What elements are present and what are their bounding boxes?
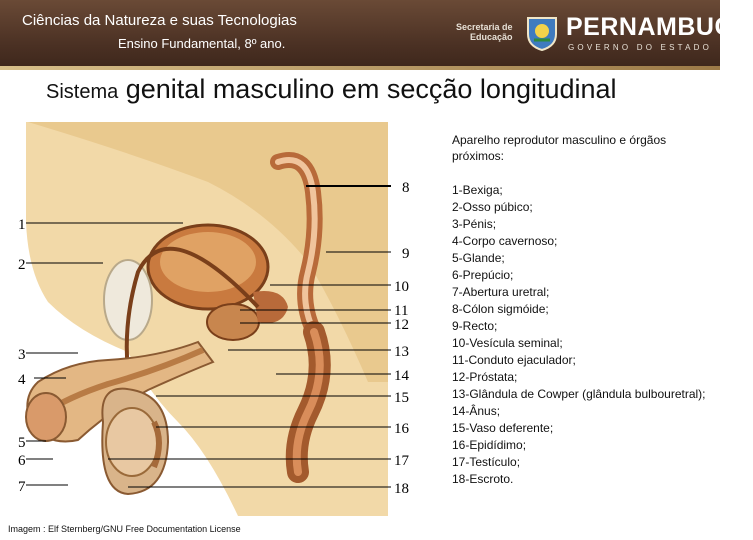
state-logo-text: PERNAMBUCO <box>566 13 753 41</box>
legend-item: 14-Ânus; <box>452 404 501 418</box>
grade-subtitle: Ensino Fundamental, 8º ano. <box>118 36 286 51</box>
label-10: 10 <box>394 279 409 295</box>
legend-item: 12-Próstata; <box>452 370 518 384</box>
legend-item: 4-Corpo cavernoso; <box>452 234 558 248</box>
course-title: Ciências da Natureza e suas Tecnologias <box>22 12 297 29</box>
legend-item: 9-Recto; <box>452 319 498 333</box>
label-13: 13 <box>394 344 409 360</box>
anatomy-illustration <box>8 122 420 516</box>
label-7: 7 <box>18 479 26 495</box>
slide-title <box>46 74 617 105</box>
legend-item: 5-Glande; <box>452 251 505 265</box>
legend-item: 17-Testículo; <box>452 455 521 469</box>
label-11: 11 <box>394 303 409 319</box>
label-14: 14 <box>394 368 409 384</box>
legend-item: 3-Pénis; <box>452 217 497 231</box>
label-15: 15 <box>394 390 409 406</box>
label-1: 1 <box>18 217 26 233</box>
slide-title-main: genital masculino em secção longitudinal <box>118 74 617 104</box>
legend-item: 2-Osso púbico; <box>452 200 533 214</box>
image-credit: Imagem : Elf Sternberg/GNU Free Documentation License <box>8 524 241 534</box>
label-4: 4 <box>18 372 26 388</box>
government-label: GOVERNO DO ESTADO <box>568 43 713 52</box>
legend-item: 10-Vesícula seminal; <box>452 336 563 350</box>
legend-item: 6-Prepúcio; <box>452 268 514 282</box>
legend-item: 8-Cólon sigmóide; <box>452 302 549 316</box>
label-9: 9 <box>402 246 410 262</box>
header-bar <box>0 0 753 66</box>
label-5: 5 <box>18 435 26 451</box>
secretaria-label <box>456 22 513 42</box>
legend-item: 1-Bexiga; <box>452 183 503 197</box>
header-gold-rule <box>0 66 720 70</box>
legend-item: 11-Conduto ejaculador; <box>452 353 576 367</box>
legend-item: 18-Escroto. <box>452 472 514 486</box>
legend-item: 13-Glândula de Cowper (glândula bulbouretral); <box>452 387 706 401</box>
label-17: 17 <box>394 453 409 469</box>
label-6: 6 <box>18 453 26 469</box>
label-2: 2 <box>18 257 26 273</box>
legend-item: 16-Epidídimo; <box>452 438 527 452</box>
legend-list <box>452 182 714 488</box>
label-8: 8 <box>402 180 410 196</box>
secretaria-line-1: Secretaria de <box>456 22 513 32</box>
label-18: 18 <box>394 481 409 497</box>
slide-title-prefix: Sistema <box>46 81 119 103</box>
state-seal-icon <box>524 14 560 52</box>
label-3: 3 <box>18 347 26 363</box>
legend-item: 7-Abertura uretral; <box>452 285 550 299</box>
label-12: 12 <box>394 317 409 333</box>
label-16: 16 <box>394 421 409 437</box>
legend-intro: Aparelho reprodutor masculino e órgãos próximos: <box>452 133 667 163</box>
secretaria-line-2: Educação <box>470 32 513 42</box>
legend-item: 15-Vaso deferente; <box>452 421 554 435</box>
